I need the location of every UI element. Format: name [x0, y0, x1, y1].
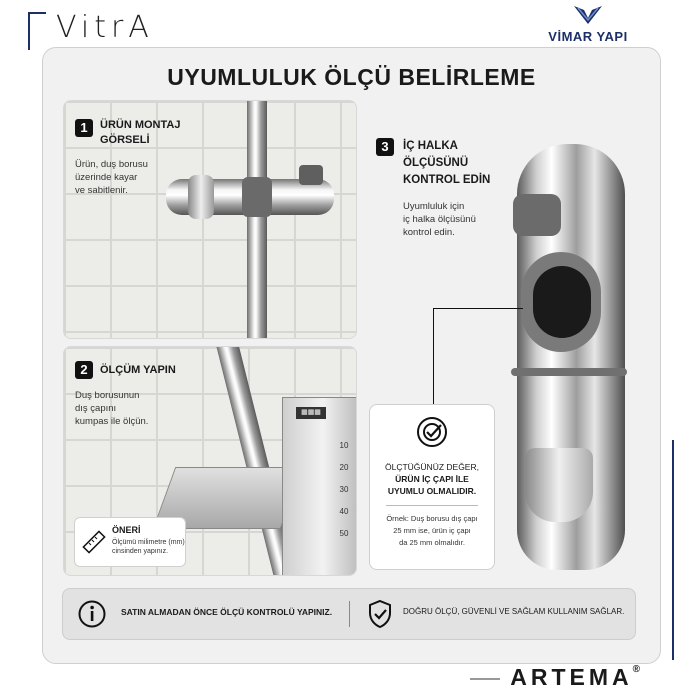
- shower-pipe-image: [247, 101, 267, 338]
- bottom-right-text: DOĞRU ÖLÇÜ, GÜVENLİ VE SAĞLAM KULLANIM SAĞLAR.: [403, 607, 625, 616]
- step-2-badge: [75, 361, 93, 379]
- step-number: 3: [376, 138, 394, 156]
- info-icon: [77, 599, 107, 629]
- tip-text: Ölçümü milimetre (mm) cinsinden yapınız.: [112, 539, 185, 555]
- caliper-scale: 10 20 30 40 50: [339, 441, 349, 538]
- info-card: [42, 47, 661, 664]
- frame-line-top: [28, 12, 46, 14]
- brand-logo-vimar: [528, 4, 648, 44]
- bottom-notice-bar: [62, 588, 636, 640]
- tip-heading: ÖNERİ: [112, 525, 141, 535]
- step-1-heading: ÜRÜN MONTAJ GÖRSELİ: [100, 119, 181, 146]
- panel-step-1: [63, 100, 357, 339]
- step-3-badge: [376, 138, 394, 156]
- frame-line-bottom: [470, 678, 500, 680]
- step-1-text: Ürün, duş borusu üzerinde kayar ve sabitlenir.: [75, 159, 148, 196]
- holder-knob-image: [299, 165, 323, 185]
- vimar-bird-icon: [568, 4, 608, 28]
- step-1-badge: [75, 119, 93, 137]
- tip-box: [74, 517, 186, 567]
- warning-divider: [386, 505, 478, 506]
- step-number: 2: [75, 361, 93, 379]
- target-check-icon: [415, 415, 449, 449]
- page-title: UYUMLULUK ÖLÇÜ BELİRLEME: [167, 64, 536, 90]
- compatibility-warning-box: [369, 404, 495, 570]
- frame-line-top-left: [28, 12, 30, 50]
- holder-knob-image: [513, 194, 561, 236]
- bottom-divider: [349, 601, 350, 627]
- step-2-heading: ÖLÇÜM YAPIN: [100, 364, 176, 376]
- connector-line: [433, 308, 434, 404]
- holder-band-image: [511, 368, 627, 376]
- brand-text-vimar: VİMAR YAPI: [548, 29, 628, 44]
- step-2-text: Duş borusunun dış çapını kumpas ile ölçün.: [75, 390, 149, 427]
- step-3-heading: İÇ HALKA ÖLÇÜSÜNÜ KONTROL EDİN: [403, 140, 491, 186]
- bottom-left-text: SATIN ALMADAN ÖNCE ÖLÇÜ KONTROLÜ YAPINIZ.: [121, 607, 333, 617]
- holder-ring-image: [242, 177, 272, 217]
- brand-logo-vitra: VitrA: [56, 10, 154, 45]
- connector-line: [433, 308, 523, 309]
- shield-check-icon: [367, 599, 393, 629]
- step-3-text: Uyumluluk için iç halka ölçüsünü kontrol edin.: [403, 201, 476, 238]
- holder-cup-image: [525, 448, 593, 522]
- panel-step-2: [63, 346, 357, 576]
- step-number: 1: [75, 119, 93, 137]
- registered-mark: ®: [632, 664, 644, 675]
- brand-logo-artema: ARTEMA®: [510, 664, 644, 690]
- frame-line-right: [672, 440, 674, 660]
- holder-inner-hole-image: [533, 266, 591, 338]
- warning-text: ÖLÇTÜĞÜNÜZ DEĞER, ÜRÜN İÇ ÇAPI İLE UYUMLU OLMALIDIR.: [385, 462, 479, 496]
- ruler-icon: [81, 529, 107, 555]
- caliper-label-image: ▦▦▦: [296, 407, 326, 419]
- holder-cup-image: [188, 175, 214, 219]
- warning-example: Örnek: Duş borusu dış çapı 25 mm ise, ürün iç çapı da 25 mm olmalıdır.: [386, 514, 478, 547]
